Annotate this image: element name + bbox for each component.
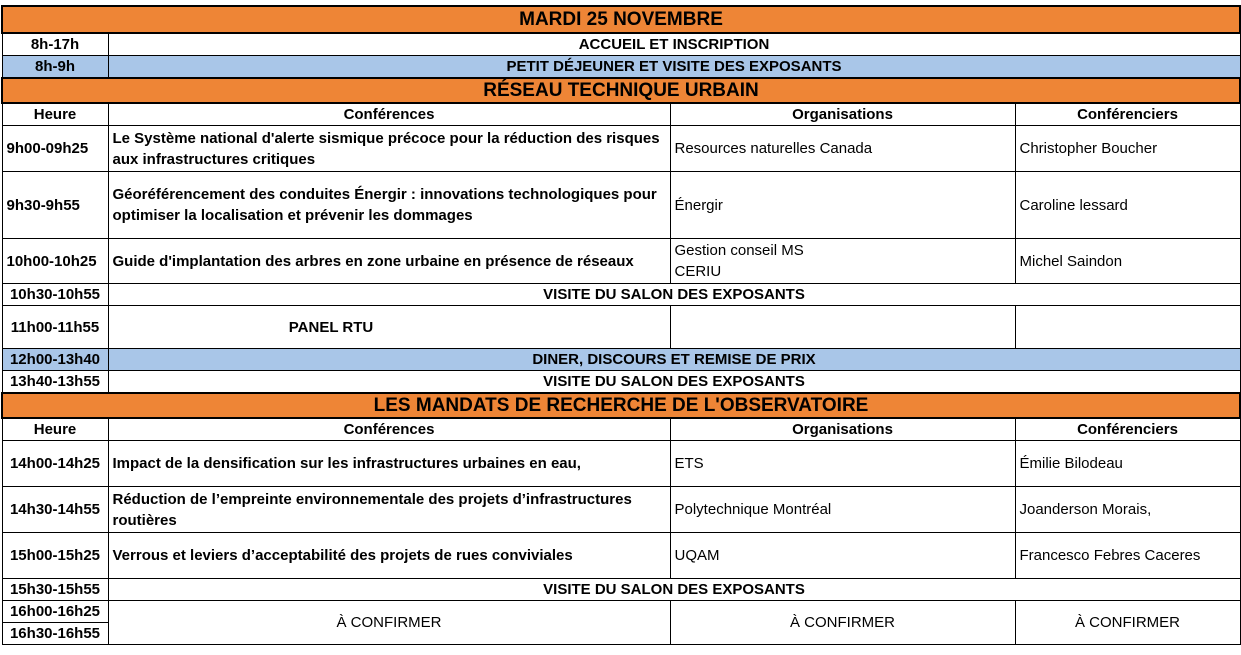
day-title: MARDI 25 NOVEMBRE bbox=[2, 6, 1240, 33]
talk-org: Énergir bbox=[670, 172, 1015, 239]
talk-time: 9h30-9h55 bbox=[2, 172, 108, 239]
section2-title: LES MANDATS DE RECHERCHE DE L'OBSERVATOIRE bbox=[2, 393, 1240, 418]
lunch-row bbox=[2, 349, 1240, 371]
header-org: Organisations bbox=[670, 418, 1015, 441]
talk-speaker: Caroline lessard bbox=[1015, 172, 1240, 239]
panel-label: PANEL RTU bbox=[108, 306, 670, 349]
breakfast-row bbox=[2, 56, 1240, 79]
talk-speaker: Michel Saindon bbox=[1015, 239, 1240, 284]
tbc-label: À CONFIRMER bbox=[670, 601, 1015, 645]
talk-title: Guide d'implantation des arbres en zone urbaine en présence de réseaux bbox=[108, 239, 670, 284]
tbc-label: À CONFIRMER bbox=[1015, 601, 1240, 645]
talk-org-line: Gestion conseil MS bbox=[674, 242, 804, 259]
break-time: 13h40-13h55 bbox=[2, 371, 108, 394]
section2-header-row bbox=[2, 418, 1240, 441]
header-speaker: Conférenciers bbox=[1015, 418, 1240, 441]
final-time: 16h00-16h25 bbox=[2, 601, 108, 623]
break-row bbox=[2, 284, 1240, 306]
talk-org: Resources naturelles Canada bbox=[670, 126, 1015, 172]
talk-speaker: Joanderson Morais, bbox=[1015, 487, 1240, 533]
talk-row bbox=[2, 172, 1240, 239]
header-conf: Conférences bbox=[108, 418, 670, 441]
talk-row bbox=[2, 239, 1240, 284]
talk-org: Polytechnique Montréal bbox=[670, 487, 1015, 533]
header-speaker: Conférenciers bbox=[1015, 103, 1240, 126]
talk-speaker: Christopher Boucher bbox=[1015, 126, 1240, 172]
talk-title: Le Système national d'alerte sismique précoce pour la réduction des risques aux infrastructures critiques bbox=[108, 126, 670, 172]
break-row bbox=[2, 579, 1240, 601]
schedule-table bbox=[1, 5, 1241, 645]
welcome-label: ACCUEIL ET INSCRIPTION bbox=[108, 33, 1240, 56]
lunch-label: DINER, DISCOURS ET REMISE DE PRIX bbox=[108, 349, 1240, 371]
talk-time: 14h00-14h25 bbox=[2, 441, 108, 487]
talk-speaker: Émilie Bilodeau bbox=[1015, 441, 1240, 487]
panel-empty-cell bbox=[1015, 306, 1240, 349]
lunch-time: 12h00-13h40 bbox=[2, 349, 108, 371]
section-title-row bbox=[2, 393, 1240, 418]
header-time: Heure bbox=[2, 418, 108, 441]
talk-row bbox=[2, 533, 1240, 579]
section1-title: RÉSEAU TECHNIQUE URBAIN bbox=[2, 78, 1240, 103]
talk-row bbox=[2, 487, 1240, 533]
talk-speaker: Francesco Febres Caceres bbox=[1015, 533, 1240, 579]
talk-time: 14h30-14h55 bbox=[2, 487, 108, 533]
talk-org: UQAM bbox=[670, 533, 1015, 579]
talk-org bbox=[670, 239, 1015, 284]
tbc-label: À CONFIRMER bbox=[108, 601, 670, 645]
talk-title: Géoréférencement des conduites Énergir : innovations technologiques pour optimiser la localisation et prévenir les dommages bbox=[108, 172, 670, 239]
break-label: VISITE DU SALON DES EXPOSANTS bbox=[108, 284, 1240, 306]
talk-row bbox=[2, 126, 1240, 172]
day-title-row bbox=[2, 6, 1240, 33]
talk-org: ETS bbox=[670, 441, 1015, 487]
talk-row bbox=[2, 441, 1240, 487]
section-title-row bbox=[2, 78, 1240, 103]
final-time: 16h30-16h55 bbox=[2, 623, 108, 645]
panel-empty-cell bbox=[670, 306, 1015, 349]
breakfast-label: PETIT DÉJEUNER ET VISITE DES EXPOSANTS bbox=[108, 56, 1240, 79]
welcome-row bbox=[2, 33, 1240, 56]
break-time: 15h30-15h55 bbox=[2, 579, 108, 601]
talk-title: Verrous et leviers d’acceptabilité des projets de rues conviviales bbox=[108, 533, 670, 579]
header-time: Heure bbox=[2, 103, 108, 126]
talk-time: 15h00-15h25 bbox=[2, 533, 108, 579]
break-time: 10h30-10h55 bbox=[2, 284, 108, 306]
header-org: Organisations bbox=[670, 103, 1015, 126]
talk-title: Impact de la densification sur les infrastructures urbaines en eau, bbox=[108, 441, 670, 487]
panel-row bbox=[2, 306, 1240, 349]
panel-time: 11h00-11h55 bbox=[2, 306, 108, 349]
section1-header-row bbox=[2, 103, 1240, 126]
final-row bbox=[2, 601, 1240, 623]
welcome-time: 8h-17h bbox=[2, 33, 108, 56]
breakfast-time: 8h-9h bbox=[2, 56, 108, 79]
break-label: VISITE DU SALON DES EXPOSANTS bbox=[108, 371, 1240, 394]
break-row bbox=[2, 371, 1240, 394]
header-conf: Conférences bbox=[108, 103, 670, 126]
talk-org-line: CERIU bbox=[674, 263, 722, 280]
talk-time: 9h00-09h25 bbox=[2, 126, 108, 172]
talk-title: Réduction de l’empreinte environnementale des projets d’infrastructures routières bbox=[108, 487, 670, 533]
break-label: VISITE DU SALON DES EXPOSANTS bbox=[108, 579, 1240, 601]
talk-time: 10h00-10h25 bbox=[2, 239, 108, 284]
